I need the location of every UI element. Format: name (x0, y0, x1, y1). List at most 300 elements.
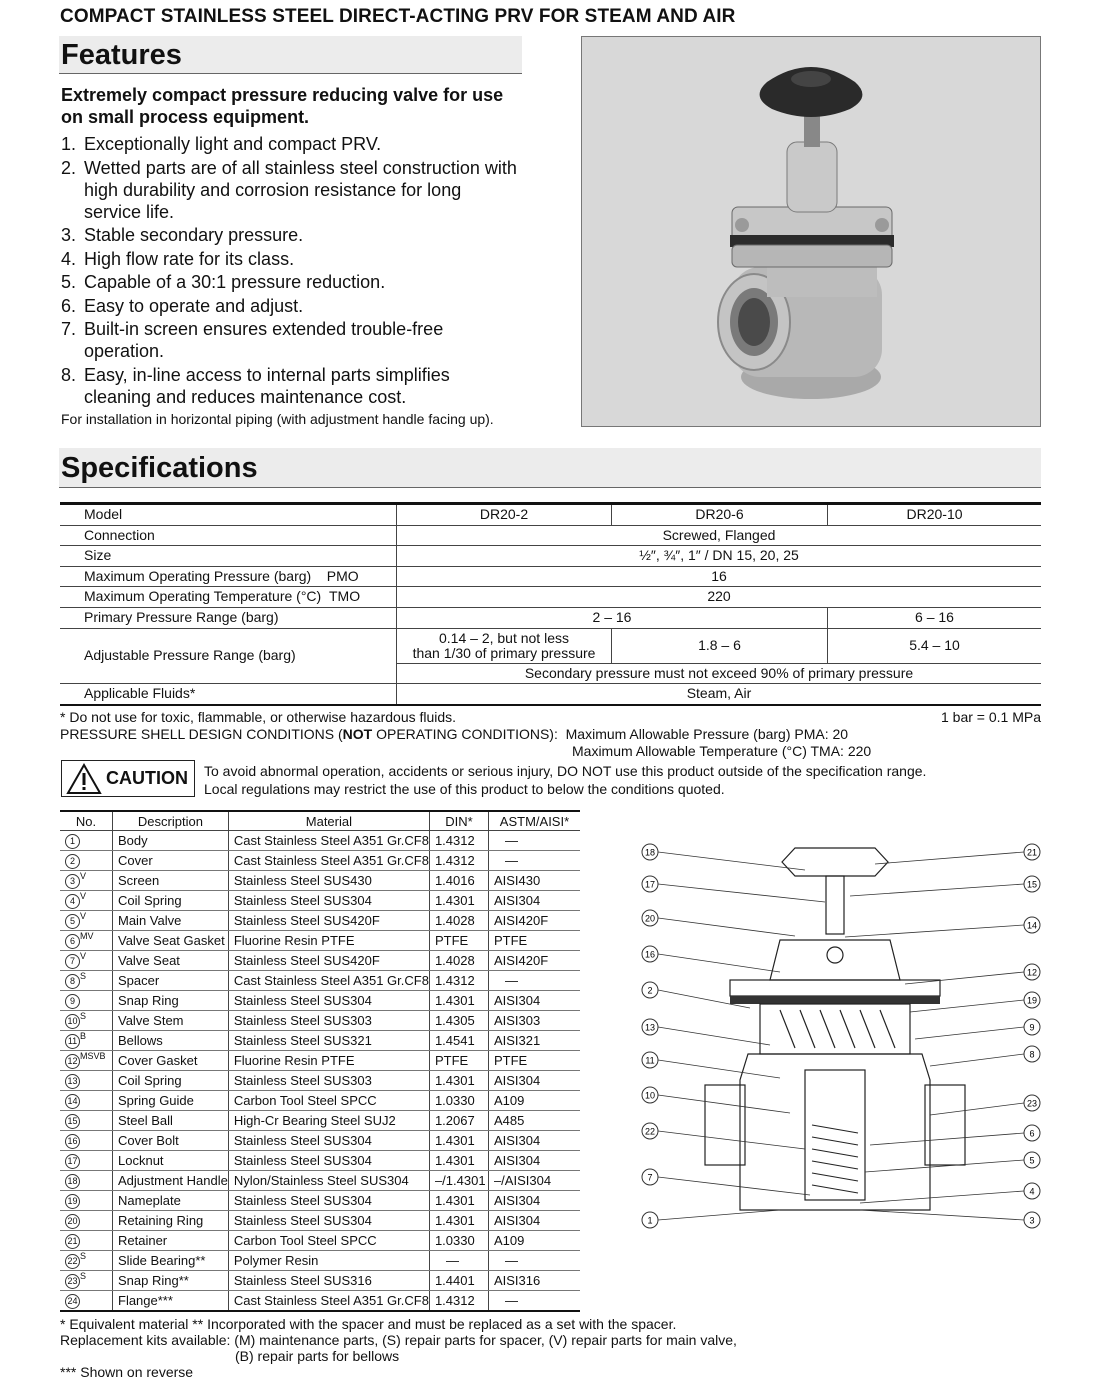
gasket-band (730, 996, 940, 1004)
parts-row (60, 991, 580, 1011)
footnote-row-1 (60, 709, 1041, 726)
feature-number: 6. (61, 295, 77, 316)
lower-spring-coil (812, 1161, 858, 1169)
model-dr20-2: DR20-2 (397, 504, 612, 526)
part-din: –/1.4301 (429, 1171, 488, 1191)
part-number (60, 931, 113, 951)
feature-text: Capable of a 30:1 pressure reduction. (84, 272, 386, 292)
callout-label: 10 (644, 1090, 656, 1101)
part-kit-code: V (80, 951, 87, 961)
callout-line (658, 1027, 770, 1045)
callout-label: 3 (1029, 1215, 1035, 1226)
spring-coil (880, 1010, 895, 1048)
spec-row-fluids (60, 684, 1041, 705)
part-description: Snap Ring** (113, 1271, 229, 1291)
parts-table (60, 810, 580, 1312)
part-din: — (429, 1251, 488, 1271)
note-kits-2: (B) repair parts for bellows (235, 1348, 400, 1364)
callout-line (658, 1131, 805, 1149)
spring-coil (860, 1010, 875, 1048)
size-label: Size (60, 546, 397, 567)
part-description: Steel Ball (113, 1111, 229, 1131)
callout-line (865, 1160, 1024, 1172)
adjustable-value-1 (397, 628, 612, 663)
adjustable-value-1b: than 1/30 of primary pressure (412, 644, 596, 661)
callout-line (860, 1191, 1024, 1203)
part-description: Locknut (113, 1151, 229, 1171)
part-din: 1.4541 (429, 1031, 488, 1051)
feature-item (61, 248, 521, 270)
part-number-circle: 5 (65, 914, 80, 929)
part-kit-code: B (80, 1031, 87, 1041)
part-number (60, 1031, 113, 1051)
part-number (60, 1011, 113, 1031)
part-din: 1.4301 (429, 1211, 488, 1231)
part-material: Carbon Tool Steel SPCC (228, 1231, 429, 1251)
col-material: Material (228, 811, 429, 831)
feature-text: Stable secondary pressure. (84, 225, 304, 245)
parts-row (60, 1191, 580, 1211)
part-description: Spacer (113, 971, 229, 991)
part-din: PTFE (429, 931, 488, 951)
part-number-circle: 20 (65, 1214, 80, 1229)
note-reverse: *** Shown on reverse (60, 1364, 194, 1380)
caution-text (204, 762, 1044, 798)
part-description: Screen (113, 871, 229, 891)
part-material: Stainless Steel SUS304 (228, 891, 429, 911)
part-description: Retaining Ring (113, 1211, 229, 1231)
part-number (60, 951, 113, 971)
part-number-circle: 22 (65, 1254, 80, 1269)
connection-label: Connection (60, 525, 397, 546)
callout-label: 7 (647, 1172, 653, 1183)
callout-label: 11 (645, 1055, 655, 1066)
feature-text: Exceptionally light and compact PRV. (84, 134, 382, 154)
part-material: Stainless Steel SUS303 (228, 1011, 429, 1031)
part-number (60, 1291, 113, 1312)
part-din: 1.4016 (429, 871, 488, 891)
pmo-label-text: Maximum Operating Pressure (barg) (84, 567, 312, 584)
part-material: Cast Stainless Steel A351 Gr.CF8 (228, 1291, 429, 1312)
part-number-circle: 8 (65, 974, 80, 989)
spring-coil (840, 1010, 855, 1048)
parts-row (60, 1151, 580, 1171)
part-description: Retainer (113, 1231, 229, 1251)
part-number-circle: 17 (65, 1154, 80, 1169)
feature-item (61, 364, 521, 408)
design-conditions-a: PRESSURE SHELL DESIGN CONDITIONS ( (60, 726, 343, 742)
tma-value: Maximum Allowable Temperature (°C) TMA: 220 (572, 743, 872, 759)
parts-row (60, 931, 580, 951)
part-description: Slide Bearing** (113, 1251, 229, 1271)
adjustable-value-3: 5.4 – 10 (828, 628, 1042, 663)
part-number-circle: 12 (65, 1054, 80, 1069)
spec-row-model (60, 504, 1041, 526)
parts-row (60, 831, 580, 851)
part-number-circle: 1 (65, 834, 80, 849)
parts-row (60, 971, 580, 991)
part-description: Valve Seat (113, 951, 229, 971)
spec-row-pmo (60, 566, 1041, 587)
part-number-circle: 11 (65, 1034, 80, 1049)
col-no: No. (60, 811, 113, 831)
part-number (60, 1251, 113, 1271)
parts-row (60, 1011, 580, 1031)
parts-row (60, 1291, 580, 1312)
part-number-circle: 18 (65, 1174, 80, 1189)
part-number (60, 1211, 113, 1231)
callout-line (658, 1060, 780, 1078)
part-material: Fluorine Resin PTFE (228, 931, 429, 951)
part-material: Stainless Steel SUS420F (228, 951, 429, 971)
part-material: High-Cr Bearing Steel SUJ2 (228, 1111, 429, 1131)
part-kit-code: S (80, 1011, 87, 1021)
note-kits: Replacement kits available: (M) maintenance parts, (S) repair parts for spacer, (V) repair parts for main valve, (60, 1332, 737, 1348)
callout-line (658, 954, 780, 972)
part-material: Stainless Steel SUS304 (228, 1151, 429, 1171)
part-description: Adjustment Handle (113, 1171, 229, 1191)
body-outline (740, 1054, 930, 1210)
document-title: COMPACT STAINLESS STEEL DIRECT-ACTING PRV FOR STEAM AND AIR (60, 6, 736, 27)
callout-label: 17 (644, 879, 656, 890)
lower-spring-coil (812, 1125, 858, 1133)
callout-line (905, 972, 1024, 984)
part-din: 1.4028 (429, 911, 488, 931)
stem-outline (826, 876, 844, 934)
part-astm: A485 (488, 1111, 580, 1131)
col-astm: ASTM/AISI* (488, 811, 580, 831)
part-din: 1.4028 (429, 951, 488, 971)
part-description: Cover Gasket (113, 1051, 229, 1071)
part-astm: PTFE (488, 931, 580, 951)
callout-line (658, 884, 825, 902)
part-description: Coil Spring (113, 1071, 229, 1091)
size-value: ½″, ¾″, 1″ / DN 15, 20, 25 (397, 546, 1042, 567)
part-number-circle: 21 (65, 1234, 80, 1249)
part-astm: AISI304 (488, 1211, 580, 1231)
callout-label: 18 (644, 847, 656, 858)
model-dr20-10: DR20-10 (828, 504, 1042, 526)
feature-item (61, 133, 521, 155)
part-astm: AISI304 (488, 991, 580, 1011)
callout-label: 9 (1029, 1022, 1035, 1033)
tmo-value: 220 (397, 587, 1042, 608)
feature-number: 5. (61, 272, 77, 292)
part-astm: AISI304 (488, 891, 580, 911)
part-number-circle: 23 (65, 1274, 80, 1289)
note-equivalent: * Equivalent material ** Incorporated with the spacer and must be replaced as a set with the spacer. (60, 1316, 677, 1332)
part-material: Cast Stainless Steel A351 Gr.CF8 (228, 851, 429, 871)
part-din: 1.4301 (429, 1191, 488, 1211)
callout-line (658, 1095, 790, 1113)
part-astm: A109 (488, 1231, 580, 1251)
part-material: Cast Stainless Steel A351 Gr.CF8 (228, 831, 429, 851)
part-astm: AISI303 (488, 1011, 580, 1031)
part-din: 1.4301 (429, 891, 488, 911)
part-din: 1.4301 (429, 991, 488, 1011)
part-material: Cast Stainless Steel A351 Gr.CF8 (228, 971, 429, 991)
part-astm: — (488, 1251, 580, 1271)
part-material: Nylon/Stainless Steel SUS304 (228, 1171, 429, 1191)
callout-label: 22 (644, 1126, 656, 1137)
part-number-circle: 10 (65, 1014, 80, 1029)
part-kit-code: V (80, 911, 87, 921)
lower-spring-coil (812, 1137, 858, 1145)
part-number-circle: 14 (65, 1094, 80, 1109)
callout-line (870, 1133, 1024, 1145)
model-dr20-6: DR20-6 (612, 504, 828, 526)
part-number (60, 831, 113, 851)
feature-text: High flow rate for its class. (84, 248, 295, 269)
callout-line (875, 852, 1024, 864)
pma-value: Maximum Allowable Pressure (barg) PMA: 20 (565, 726, 849, 742)
parts-row (60, 1111, 580, 1131)
callout-line (860, 1210, 1024, 1220)
part-description: Snap Ring (113, 991, 229, 1011)
part-number-circle: 4 (65, 894, 80, 909)
part-material: Stainless Steel SUS420F (228, 911, 429, 931)
part-din: 1.0330 (429, 1091, 488, 1111)
part-number (60, 891, 113, 911)
parts-row (60, 1211, 580, 1231)
spring-coil (800, 1010, 815, 1048)
parts-row (60, 951, 580, 971)
callout-label: 4 (1029, 1186, 1035, 1197)
feature-text: Easy, in-line access to internal parts simplifies cleaning and reduces maintenance cost. (84, 364, 450, 407)
part-description: Cover Bolt (113, 1131, 229, 1151)
part-kit-code: V (80, 871, 87, 881)
design-conditions-not: NOT (342, 726, 373, 742)
part-astm: AISI420F (488, 911, 580, 931)
part-material: Carbon Tool Steel SPCC (228, 1091, 429, 1111)
fluids-value: Steam, Air (397, 684, 1042, 705)
feature-text: Built-in screen ensures extended trouble-free operation. (84, 319, 444, 361)
part-astm: AISI321 (488, 1031, 580, 1051)
feature-item (61, 271, 521, 293)
callout-label: 23 (1026, 1098, 1038, 1109)
hazard-footnote: * Do not use for toxic, flammable, or otherwise hazardous fluids. (60, 709, 457, 725)
part-astm: — (488, 851, 580, 871)
callout-label: 15 (1026, 879, 1038, 890)
handle-outline (782, 848, 888, 876)
part-astm: AISI304 (488, 1151, 580, 1171)
feature-number: 4. (61, 248, 77, 269)
parts-row (60, 1251, 580, 1271)
pmo-abbr: PMO (326, 567, 359, 584)
parts-row (60, 1171, 580, 1191)
part-material: Stainless Steel SUS430 (228, 871, 429, 891)
tmo-label-text: Maximum Operating Temperature (°C) (84, 588, 322, 605)
callout-label: 6 (1029, 1128, 1035, 1139)
part-din: 1.4312 (429, 851, 488, 871)
cover-flange (730, 980, 940, 996)
part-din: 1.4312 (429, 1291, 488, 1312)
part-astm: AISI316 (488, 1271, 580, 1291)
part-number (60, 1191, 113, 1211)
part-number (60, 1271, 113, 1291)
col-din: DIN* (429, 811, 488, 831)
part-din: 1.2067 (429, 1111, 488, 1131)
feature-item (61, 224, 521, 246)
part-description: Valve Stem (113, 1011, 229, 1031)
part-astm: — (488, 831, 580, 851)
spec-row-size (60, 546, 1041, 567)
callout-label: 8 (1029, 1049, 1035, 1060)
design-conditions (60, 726, 1041, 743)
part-din: PTFE (429, 1051, 488, 1071)
unit-footnote: 1 bar = 0.1 MPa (940, 709, 1041, 725)
parts-row (60, 1091, 580, 1111)
parts-row (60, 851, 580, 871)
part-kit-code: MV (80, 931, 94, 941)
part-number-circle: 13 (65, 1074, 80, 1089)
part-number-circle: 7 (65, 954, 80, 969)
col-description: Description (113, 811, 229, 831)
part-astm: AISI304 (488, 1131, 580, 1151)
part-description: Spring Guide (113, 1091, 229, 1111)
pmo-label (60, 566, 397, 587)
callout-line (930, 1103, 1024, 1115)
lower-spring-coil (812, 1185, 858, 1193)
product-photo (581, 36, 1041, 427)
features-heading: Features (59, 36, 522, 74)
model-label: Model (60, 504, 397, 526)
feature-number: 2. (61, 157, 77, 178)
secondary-note: Secondary pressure must not exceed 90% of primary pressure (397, 663, 1042, 684)
part-kit-code: S (80, 1271, 87, 1281)
caution-badge (61, 760, 195, 797)
bottom-notes (60, 1316, 820, 1380)
primary-label: Primary Pressure Range (barg) (60, 607, 397, 628)
specifications-footnotes (60, 709, 1041, 760)
spec-row-adjustable (60, 628, 1041, 663)
part-kit-code: V (80, 891, 87, 901)
part-kit-code: S (80, 1251, 87, 1261)
features-lead: Extremely compact pressure reducing valve for use on small process equipment. (61, 85, 504, 127)
part-number (60, 1051, 113, 1071)
part-description: Valve Seat Gasket (113, 931, 229, 951)
feature-number: 7. (61, 319, 77, 339)
callout-label: 2 (647, 985, 653, 996)
parts-row (60, 1231, 580, 1251)
spring-coil (780, 1010, 795, 1048)
part-number-circle: 6 (65, 934, 80, 949)
feature-number: 1. (61, 134, 77, 154)
part-number-circle: 24 (65, 1294, 80, 1309)
part-number-circle: 2 (65, 854, 80, 869)
part-astm: — (488, 1291, 580, 1312)
callout-line (658, 1177, 810, 1195)
callout-label: 19 (1026, 995, 1038, 1006)
feature-item (61, 295, 521, 317)
warning-triangle-icon (66, 762, 102, 796)
parts-row (60, 911, 580, 931)
callout-label: 21 (1026, 847, 1038, 858)
steel-ball (827, 947, 843, 963)
part-material: Stainless Steel SUS316 (228, 1271, 429, 1291)
part-number-circle: 3 (65, 874, 80, 889)
part-din: 1.4301 (429, 1151, 488, 1171)
primary-value-a: 2 – 16 (397, 607, 828, 628)
part-din: 1.4301 (429, 1071, 488, 1091)
part-material: Stainless Steel SUS304 (228, 1191, 429, 1211)
callout-line (915, 1027, 1024, 1039)
part-description: Coil Spring (113, 891, 229, 911)
features-list (61, 133, 521, 409)
adjustable-label: Adjustable Pressure Range (barg) (60, 628, 397, 684)
part-number (60, 1171, 113, 1191)
parts-row (60, 1031, 580, 1051)
part-number-circle: 15 (65, 1114, 80, 1129)
callout-label: 20 (644, 913, 656, 924)
part-number (60, 1071, 113, 1091)
part-astm: A109 (488, 1091, 580, 1111)
part-number (60, 871, 113, 891)
part-kit-code: MSVB (80, 1051, 106, 1061)
part-astm: AISI304 (488, 1191, 580, 1211)
part-number (60, 971, 113, 991)
part-astm: AISI430 (488, 871, 580, 891)
part-astm: –/AISI304 (488, 1171, 580, 1191)
callout-line (930, 1054, 1024, 1066)
feature-item (61, 318, 521, 362)
fluids-label: Applicable Fluids* (60, 684, 397, 705)
part-description: Flange*** (113, 1291, 229, 1312)
adjustable-value-1a: 0.14 – 2, but not less (439, 629, 569, 646)
part-number (60, 1231, 113, 1251)
adjustable-value-2: 1.8 – 6 (612, 628, 828, 663)
parts-row (60, 1071, 580, 1091)
part-number (60, 1151, 113, 1171)
outlet-port (925, 1085, 965, 1165)
feature-number: 3. (61, 225, 77, 245)
part-kit-code: S (80, 971, 87, 981)
primary-value-b: 6 – 16 (828, 607, 1042, 628)
part-number-circle: 9 (65, 994, 80, 1009)
parts-header-row (60, 811, 580, 831)
parts-body (60, 831, 580, 1312)
lower-spring-coil (812, 1149, 858, 1157)
design-conditions-c: OPERATING CONDITIONS): (372, 726, 558, 742)
callout-label: 13 (644, 1022, 656, 1033)
part-number (60, 991, 113, 1011)
callout-label: 5 (1029, 1155, 1035, 1166)
cross-section-diagram (630, 830, 1050, 1230)
connection-value: Screwed, Flanged (397, 525, 1042, 546)
part-din: 1.4312 (429, 831, 488, 851)
part-din: 1.4401 (429, 1271, 488, 1291)
caution-label: CAUTION (106, 768, 188, 788)
part-description: Cover (113, 851, 229, 871)
callout-line (658, 1210, 780, 1220)
bonnet-outline (770, 940, 900, 980)
spring-coil (820, 1010, 835, 1048)
callout-line (658, 918, 795, 936)
parts-row (60, 1131, 580, 1151)
parts-row (60, 1271, 580, 1291)
part-material: Fluorine Resin PTFE (228, 1051, 429, 1071)
parts-row (60, 871, 580, 891)
spec-row-primary (60, 607, 1041, 628)
part-number (60, 911, 113, 931)
feature-item (61, 157, 521, 223)
part-din: 1.4305 (429, 1011, 488, 1031)
installation-note: For installation in horizontal piping (with adjustment handle facing up). (61, 411, 494, 427)
part-material: Stainless Steel SUS321 (228, 1031, 429, 1051)
part-din: 1.4312 (429, 971, 488, 991)
part-description: Bellows (113, 1031, 229, 1051)
part-number-circle: 19 (65, 1194, 80, 1209)
